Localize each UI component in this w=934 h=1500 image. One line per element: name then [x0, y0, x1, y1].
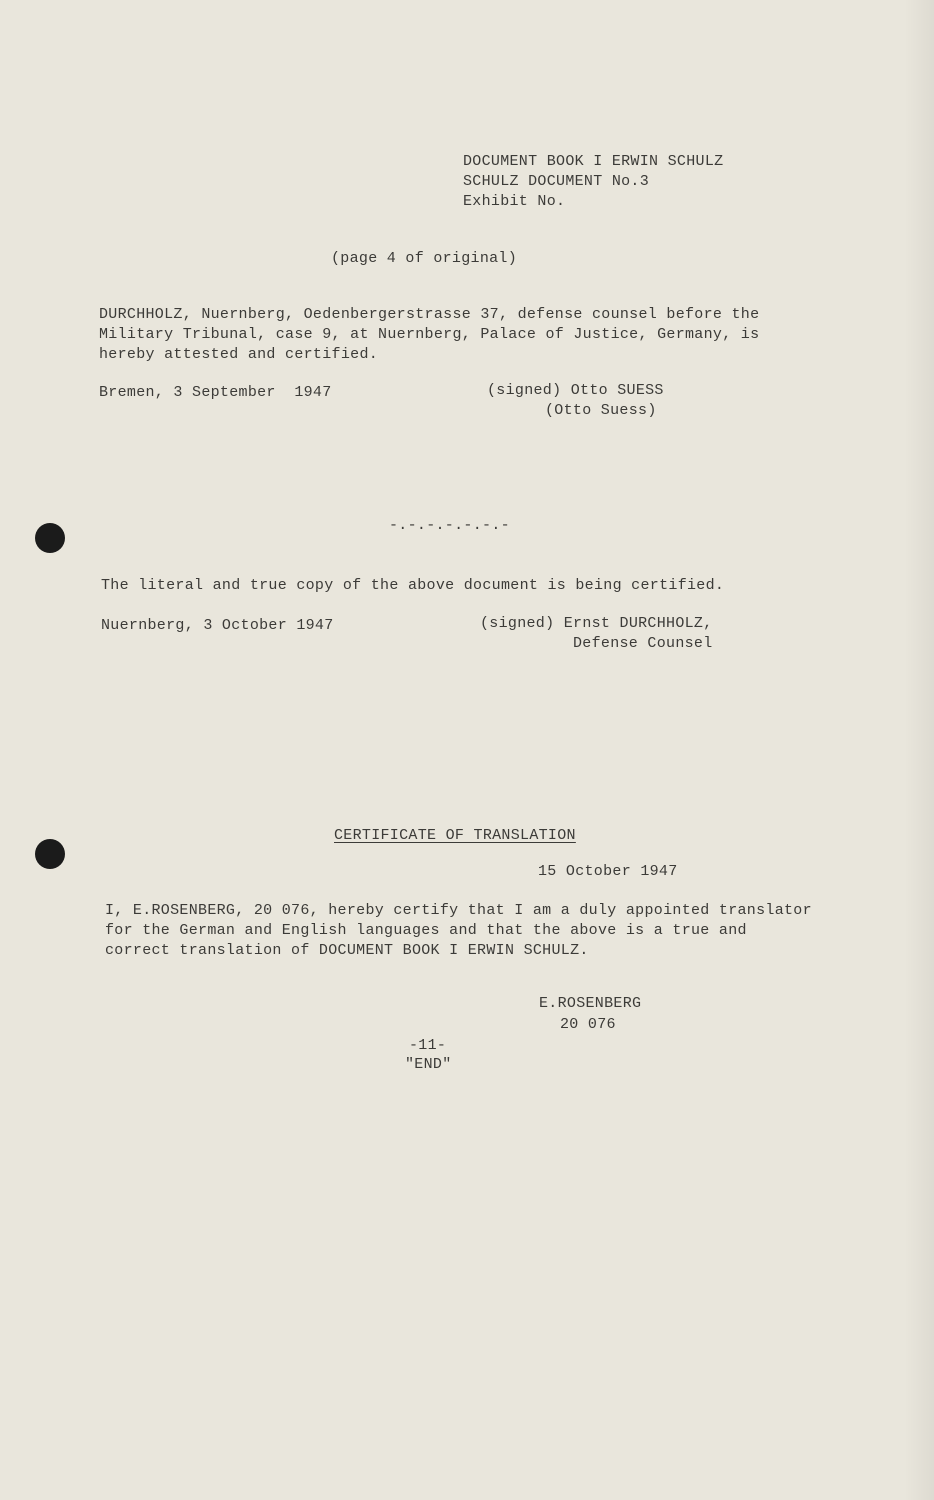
paragraph-line: Military Tribunal, case 9, at Nuernberg, Palace of Justice, Germany, is — [99, 326, 760, 343]
page-edge-shadow — [904, 0, 934, 1500]
translator-id: 20 076 — [560, 1016, 616, 1033]
punch-hole — [35, 523, 65, 553]
certificate-date: 15 October 1947 — [538, 863, 678, 880]
header-exhibit: Exhibit No. — [463, 193, 566, 210]
translator-name: E.ROSENBERG — [539, 995, 642, 1012]
header-doc-book: DOCUMENT BOOK I ERWIN SCHULZ — [463, 153, 724, 170]
signature-title: Defense Counsel — [573, 635, 713, 652]
certification-statement: The literal and true copy of the above document is being certified. — [101, 577, 725, 594]
certificate-title: CERTIFICATE OF TRANSLATION — [334, 827, 576, 844]
end-marker: "END" — [405, 1056, 452, 1073]
signature-name: (Otto Suess) — [545, 402, 657, 419]
signature-place-date: Nuernberg, 3 October 1947 — [101, 617, 334, 634]
certificate-line: I, E.ROSENBERG, 20 076, hereby certify that I am a duly appointed translator — [105, 902, 812, 919]
certificate-line: correct translation of DOCUMENT BOOK I ERWIN SCHULZ. — [105, 942, 589, 959]
punch-hole — [35, 839, 65, 869]
header-doc-number: SCHULZ DOCUMENT No.3 — [463, 173, 650, 190]
signature-signed: (signed) Otto SUESS — [487, 382, 664, 399]
paragraph-line: hereby attested and certified. — [99, 346, 379, 363]
paragraph-line: DURCHHOLZ, Nuernberg, Oedenbergerstrasse 37, defense counsel before the — [99, 306, 760, 323]
page-number: -11- — [409, 1037, 447, 1054]
certificate-line: for the German and English languages and that the above is a true and — [105, 922, 747, 939]
signature-signed: (signed) Ernst DURCHHOLZ, — [480, 615, 713, 632]
signature-place-date: Bremen, 3 September 1947 — [99, 384, 332, 401]
page-reference: (page 4 of original) — [331, 250, 518, 267]
section-divider: -.-.-.-.-.-.- — [389, 517, 510, 534]
